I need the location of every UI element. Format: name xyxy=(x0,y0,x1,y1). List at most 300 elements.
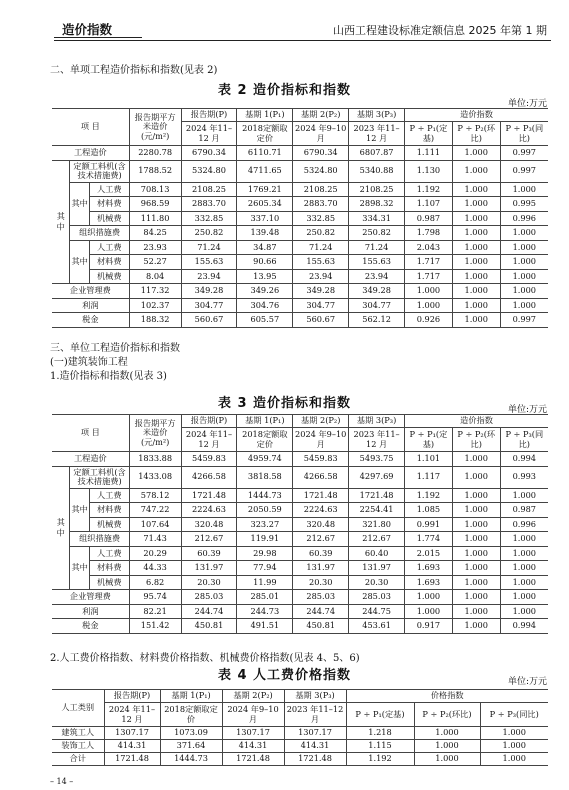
table-cell: 2108.25 xyxy=(293,182,349,197)
table-cell: 1.192 xyxy=(346,753,414,766)
table-cell: 0.987 xyxy=(500,503,548,518)
table-row xyxy=(52,590,548,605)
row-label: 机械费 xyxy=(89,269,129,284)
table-row xyxy=(52,503,548,518)
table4-header-index: 价格指数 xyxy=(346,690,548,703)
header-publication: 山西工程建设标准定额信息 2025 年第 1 期 xyxy=(333,24,547,37)
table-cell: 1.000 xyxy=(500,590,548,605)
table-cell: 2.043 xyxy=(405,240,453,255)
row-label: 工程造价 xyxy=(52,452,129,467)
table-cell: 1.000 xyxy=(452,226,500,241)
table-row xyxy=(52,561,548,576)
table-cell: 1.000 xyxy=(452,466,500,488)
table-cell: 60.40 xyxy=(349,546,405,561)
group-label-outer: 其中 xyxy=(52,160,70,284)
table-cell: 82.21 xyxy=(129,604,181,619)
table-cell: 244.74 xyxy=(293,604,349,619)
table-cell: 1.000 xyxy=(500,255,548,270)
row-label: 企业管理费 xyxy=(52,284,129,299)
table-row xyxy=(52,546,548,561)
table-cell: 605.57 xyxy=(237,313,293,328)
table-cell: 155.63 xyxy=(293,255,349,270)
table4-header-p2-sub: 2024 年9–10 月 xyxy=(222,703,284,727)
table2-header-area: 报告期平方米造价(元/m²) xyxy=(129,109,181,146)
table-cell: 1721.48 xyxy=(181,488,237,503)
table-cell: 491.51 xyxy=(237,619,293,634)
page-header xyxy=(0,0,569,44)
table-cell: 212.67 xyxy=(181,532,237,547)
group-label-inner: 其中 xyxy=(70,240,89,284)
table-cell: 5459.83 xyxy=(293,452,349,467)
table-row xyxy=(52,182,548,197)
table3-header-p2: 基期 2(P₂) xyxy=(293,415,349,428)
table2-header-i3: P ÷ P₃(同比) xyxy=(500,122,548,146)
row-label: 人工费 xyxy=(89,488,129,503)
row-label: 企业管理费 xyxy=(52,590,129,605)
table-cell: 320.48 xyxy=(181,517,237,532)
table-cell: 1.000 xyxy=(500,269,548,284)
table-cell: 0.991 xyxy=(405,517,453,532)
table-cell: 212.67 xyxy=(349,532,405,547)
table-cell: 968.59 xyxy=(129,197,181,212)
table-cell: 285.03 xyxy=(181,590,237,605)
row-label: 材料费 xyxy=(89,255,129,270)
table-cell: 0.994 xyxy=(500,619,548,634)
table-cell: 131.97 xyxy=(181,561,237,576)
table-row xyxy=(52,269,548,284)
table2-header-p: 报告期(P) xyxy=(181,109,237,122)
table-row xyxy=(52,488,548,503)
section-heading-3-1: (一)建筑装饰工程 xyxy=(50,357,128,368)
table-cell: 1.000 xyxy=(452,255,500,270)
table3-header-p1-sub: 2018定额取定价 xyxy=(237,428,293,452)
table-cell: 71.43 xyxy=(129,532,181,547)
table-cell: 1.000 xyxy=(500,226,548,241)
table-cell: 244.75 xyxy=(349,604,405,619)
table-cell: 1.000 xyxy=(405,284,453,299)
table2-header-p2: 基期 2(P₂) xyxy=(293,109,349,122)
table-cell: 2050.59 xyxy=(237,503,293,518)
table-cell: 117.32 xyxy=(129,284,181,299)
table-row xyxy=(52,160,548,182)
table-cell: 1.000 xyxy=(500,240,548,255)
table2-header-p3-sub: 2023 年11–12 月 xyxy=(349,122,405,146)
table-cell: 371.64 xyxy=(160,740,222,753)
table-cell: 155.63 xyxy=(349,255,405,270)
table2-header-index: 造价指数 xyxy=(405,109,548,122)
table-cell: 52.27 xyxy=(129,255,181,270)
table-cell: 285.01 xyxy=(237,590,293,605)
table-cell: 1.000 xyxy=(452,160,500,182)
table-cell: 5340.88 xyxy=(349,160,405,182)
table-cell: 1.000 xyxy=(405,590,453,605)
table-cell: 349.28 xyxy=(349,284,405,299)
table-cell: 23.94 xyxy=(181,269,237,284)
table-cell: 562.12 xyxy=(349,313,405,328)
table-cell: 90.66 xyxy=(237,255,293,270)
table-cell: 321.80 xyxy=(349,517,405,532)
table2-header-item: 项 目 xyxy=(52,109,129,146)
row-label: 利润 xyxy=(52,298,129,313)
table-cell: 4297.69 xyxy=(349,466,405,488)
table4-header-i3: P ÷ P₃(同比) xyxy=(480,703,548,727)
table-cell: 1.107 xyxy=(405,197,453,212)
table2-header-p1: 基期 1(P₁) xyxy=(237,109,293,122)
table-cell: 4266.58 xyxy=(293,466,349,488)
table4-header-p: 报告期(P) xyxy=(104,690,160,703)
group-label-inner: 其中 xyxy=(70,488,89,532)
table-row xyxy=(52,146,548,161)
table-row xyxy=(52,604,548,619)
table3-title: 表 3 造价指标和指数 xyxy=(217,396,352,411)
group-label-inner: 其中 xyxy=(70,182,89,226)
table-cell: 1.000 xyxy=(452,284,500,299)
table-cell: 453.61 xyxy=(349,619,405,634)
table-row xyxy=(52,727,548,740)
table-cell: 2.015 xyxy=(405,546,453,561)
table-cell: 332.85 xyxy=(181,211,237,226)
table3-header-p3: 基期 3(P₃) xyxy=(349,415,405,428)
table-cell: 2898.32 xyxy=(349,197,405,212)
table-cell: 102.37 xyxy=(129,298,181,313)
table-cell: 20.30 xyxy=(349,575,405,590)
table-4 xyxy=(52,689,548,766)
table-row xyxy=(52,466,548,488)
table-cell: 2883.70 xyxy=(293,197,349,212)
table-cell: 0.987 xyxy=(405,211,453,226)
table-cell: 1.085 xyxy=(405,503,453,518)
table-cell: 1.000 xyxy=(500,532,548,547)
table-cell: 2883.70 xyxy=(181,197,237,212)
table-cell: 1.000 xyxy=(500,182,548,197)
section-heading-3-1-2: 2.人工费价格指数、材料费价格指数、机械费价格指数(见表 4、5、6) xyxy=(50,653,360,664)
table-row xyxy=(52,517,548,532)
table-cell: 71.24 xyxy=(349,240,405,255)
table-cell: 334.31 xyxy=(349,211,405,226)
table-row xyxy=(52,197,548,212)
table-cell: 1.192 xyxy=(405,488,453,503)
table-cell: 119.91 xyxy=(237,532,293,547)
table-cell: 6.82 xyxy=(129,575,181,590)
table-cell: 0.997 xyxy=(500,313,548,328)
table-cell: 1721.48 xyxy=(349,488,405,503)
table-cell: 1.000 xyxy=(452,532,500,547)
table-cell: 560.67 xyxy=(181,313,237,328)
table-cell: 244.74 xyxy=(181,604,237,619)
table-cell: 131.97 xyxy=(293,561,349,576)
table-cell: 23.93 xyxy=(129,240,181,255)
table3-header-index: 造价指数 xyxy=(405,415,548,428)
table-cell: 1.218 xyxy=(346,727,414,740)
table-cell: 1.000 xyxy=(452,590,500,605)
table-cell: 285.03 xyxy=(293,590,349,605)
table-cell: 1307.17 xyxy=(104,727,160,740)
table-cell: 3818.58 xyxy=(237,466,293,488)
table-cell: 1433.08 xyxy=(129,466,181,488)
table-cell: 1.000 xyxy=(452,313,500,328)
table-cell: 1.000 xyxy=(500,488,548,503)
table-cell: 1.000 xyxy=(452,197,500,212)
table-cell: 1.000 xyxy=(452,575,500,590)
table-cell: 320.48 xyxy=(293,517,349,532)
section-heading-3-1-1: 1.造价指标和指数(见表 3) xyxy=(50,371,167,382)
table-cell: 4266.58 xyxy=(181,466,237,488)
row-label: 机械费 xyxy=(89,575,129,590)
table-cell: 1.115 xyxy=(346,740,414,753)
row-label: 材料费 xyxy=(89,503,129,518)
table-cell: 29.98 xyxy=(237,546,293,561)
table-cell: 304.77 xyxy=(293,298,349,313)
table-row xyxy=(52,753,548,766)
table-cell: 2224.63 xyxy=(181,503,237,518)
table-cell: 44.33 xyxy=(129,561,181,576)
table-cell: 1721.48 xyxy=(284,753,346,766)
table-cell: 1.000 xyxy=(452,240,500,255)
header-underline xyxy=(54,37,142,38)
group-label-inner: 其中 xyxy=(70,546,89,590)
table-cell: 337.10 xyxy=(237,211,293,226)
table-cell: 2224.63 xyxy=(293,503,349,518)
table-cell: 5459.83 xyxy=(181,452,237,467)
table-cell: 747.22 xyxy=(129,503,181,518)
table-cell: 1.000 xyxy=(480,753,548,766)
table3-header-p2-sub: 2024 年9–10 月 xyxy=(293,428,349,452)
section-heading-2: 二、单项工程造价指标和指数(见表 2) xyxy=(50,65,218,76)
table-cell: 1.101 xyxy=(405,452,453,467)
row-label: 材料费 xyxy=(89,197,129,212)
table-cell: 8.04 xyxy=(129,269,181,284)
table4-header-i2: P ÷ P₂(环比) xyxy=(414,703,480,727)
table4-header-p3: 基期 3(P₃) xyxy=(284,690,346,703)
table-cell: 1.000 xyxy=(500,604,548,619)
table-cell: 250.82 xyxy=(293,226,349,241)
table-cell: 349.26 xyxy=(237,284,293,299)
table-cell: 13.95 xyxy=(237,269,293,284)
row-label: 人工费 xyxy=(89,546,129,561)
row-label: 税金 xyxy=(52,313,129,328)
row-label: 组织措施费 xyxy=(70,226,129,241)
table-cell: 349.28 xyxy=(293,284,349,299)
row-label: 工程造价 xyxy=(52,146,129,161)
table-row xyxy=(52,575,548,590)
table4-header-p2: 基期 2(P₂) xyxy=(222,690,284,703)
table-cell: 332.85 xyxy=(293,211,349,226)
table-row xyxy=(52,226,548,241)
table4-header-i1: P ÷ P₁(定基) xyxy=(346,703,414,727)
table-cell: 1.000 xyxy=(500,284,548,299)
table2-unit: 单位:万元 xyxy=(507,99,547,109)
table-cell: 2605.34 xyxy=(237,197,293,212)
row-label: 组织措施费 xyxy=(70,532,129,547)
table-cell: 1769.21 xyxy=(237,182,293,197)
table-cell: 1.798 xyxy=(405,226,453,241)
table4-header-p1-sub: 2018定额取定价 xyxy=(160,703,222,727)
table3-header-p1: 基期 1(P₁) xyxy=(237,415,293,428)
table2-header-i1: P ÷ P₁(定基) xyxy=(405,122,453,146)
table-cell: 0.994 xyxy=(500,452,548,467)
table3-header-i1: P ÷ P₁(定基) xyxy=(405,428,453,452)
table2-header-p1-sub: 2018定额取定价 xyxy=(237,122,293,146)
row-label: 人工费 xyxy=(89,240,129,255)
table-cell: 20.30 xyxy=(181,575,237,590)
table-cell: 1.000 xyxy=(452,146,500,161)
table-cell: 131.97 xyxy=(349,561,405,576)
table-cell: 0.993 xyxy=(500,466,548,488)
table-row xyxy=(52,298,548,313)
table4-unit: 单位:万元 xyxy=(507,677,547,687)
table-cell: 450.81 xyxy=(293,619,349,634)
table-cell: 1.130 xyxy=(405,160,453,182)
table-cell: 77.94 xyxy=(237,561,293,576)
table-cell: 1.000 xyxy=(405,298,453,313)
table-cell: 1.000 xyxy=(452,619,500,634)
row-label: 合计 xyxy=(52,753,104,766)
table-cell: 155.63 xyxy=(181,255,237,270)
table-cell: 1.192 xyxy=(405,182,453,197)
table-cell: 1.693 xyxy=(405,561,453,576)
table-row xyxy=(52,284,548,299)
table2-header-i2: P ÷ P₂(环比) xyxy=(452,122,500,146)
table3-header-area: 报告期平方米造价(元/m²) xyxy=(129,415,181,452)
row-label: 机械费 xyxy=(89,517,129,532)
table-cell: 414.31 xyxy=(284,740,346,753)
table-3 xyxy=(52,414,548,634)
table-cell: 1.000 xyxy=(452,503,500,518)
table-row xyxy=(52,240,548,255)
table-cell: 1.717 xyxy=(405,255,453,270)
table-cell: 4711.65 xyxy=(237,160,293,182)
table3-header-item: 项 目 xyxy=(52,415,129,452)
table-cell: 304.77 xyxy=(181,298,237,313)
row-label: 定额工料机(含技术措施费) xyxy=(70,160,129,182)
table2-header-p2-sub: 2024 年9–10 月 xyxy=(293,122,349,146)
table3-header-p3-sub: 2023 年11–12 月 xyxy=(349,428,405,452)
group-label-outer: 其中 xyxy=(52,466,70,590)
table-cell: 1.000 xyxy=(452,298,500,313)
table-cell: 1788.52 xyxy=(129,160,181,182)
table-cell: 34.87 xyxy=(237,240,293,255)
table-cell: 1.000 xyxy=(452,182,500,197)
table-cell: 139.48 xyxy=(237,226,293,241)
table-cell: 414.31 xyxy=(222,740,284,753)
page-number: – 14 – xyxy=(50,777,74,786)
header-rule xyxy=(54,40,551,41)
table-cell: 2280.78 xyxy=(129,146,181,161)
table-cell: 560.67 xyxy=(293,313,349,328)
table3-header-i3: P ÷ P₃(同比) xyxy=(500,428,548,452)
row-label: 税金 xyxy=(52,619,129,634)
table-cell: 1.000 xyxy=(452,452,500,467)
table-row xyxy=(52,532,548,547)
table-cell: 285.03 xyxy=(349,590,405,605)
table4-header-p3-sub: 2023 年11–12 月 xyxy=(284,703,346,727)
table-cell: 1721.48 xyxy=(222,753,284,766)
table-cell: 71.24 xyxy=(181,240,237,255)
table-cell: 1.000 xyxy=(452,211,500,226)
table-row xyxy=(52,452,548,467)
table4-header-p-sub: 2024 年11–12 月 xyxy=(104,703,160,727)
table-cell: 6807.87 xyxy=(349,146,405,161)
table-cell: 1.693 xyxy=(405,575,453,590)
table-cell: 1.000 xyxy=(500,298,548,313)
table3-unit: 单位:万元 xyxy=(507,405,547,415)
table-cell: 1444.73 xyxy=(160,753,222,766)
table4-title: 表 4 人工费价格指数 xyxy=(217,668,352,683)
header-section-title: 造价指数 xyxy=(62,22,113,37)
table-row xyxy=(52,313,548,328)
table-cell: 84.25 xyxy=(129,226,181,241)
table-cell: 244.73 xyxy=(237,604,293,619)
table3-header-i2: P ÷ P₂(环比) xyxy=(452,428,500,452)
table-cell: 450.81 xyxy=(181,619,237,634)
table-cell: 1833.88 xyxy=(129,452,181,467)
table-cell: 250.82 xyxy=(349,226,405,241)
table-cell: 1.000 xyxy=(480,727,548,740)
row-label: 装饰工人 xyxy=(52,740,104,753)
table3-header-p-sub: 2024 年11–12 月 xyxy=(181,428,237,452)
table-cell: 6790.34 xyxy=(181,146,237,161)
row-label: 材料费 xyxy=(89,561,129,576)
table-cell: 323.27 xyxy=(237,517,293,532)
section-heading-3: 三、单位工程造价指标和指数 xyxy=(50,343,180,354)
table-cell: 1721.48 xyxy=(104,753,160,766)
table-cell: 6790.34 xyxy=(293,146,349,161)
table-cell: 1.774 xyxy=(405,532,453,547)
table-cell: 20.30 xyxy=(293,575,349,590)
table-cell: 1.717 xyxy=(405,269,453,284)
table-cell: 1721.48 xyxy=(293,488,349,503)
table-cell: 250.82 xyxy=(181,226,237,241)
table-cell: 349.28 xyxy=(181,284,237,299)
table2-title: 表 2 造价指标和指数 xyxy=(217,83,352,98)
table-cell: 5324.80 xyxy=(181,160,237,182)
table-cell: 0.997 xyxy=(500,160,548,182)
table-cell: 0.917 xyxy=(405,619,453,634)
table-cell: 1.000 xyxy=(452,604,500,619)
table-row xyxy=(52,740,548,753)
table4-header-category: 人工类别 xyxy=(52,690,104,727)
table-cell: 1.000 xyxy=(500,575,548,590)
row-label: 定额工料机(含技术措施费) xyxy=(70,466,129,488)
table-cell: 1.000 xyxy=(452,269,500,284)
table-cell: 1307.17 xyxy=(222,727,284,740)
table-cell: 107.64 xyxy=(129,517,181,532)
table-cell: 1.000 xyxy=(414,727,480,740)
table-cell: 1.000 xyxy=(414,753,480,766)
table-cell: 304.76 xyxy=(237,298,293,313)
table-cell: 1307.17 xyxy=(284,727,346,740)
table-cell: 0.996 xyxy=(500,517,548,532)
table-cell: 0.926 xyxy=(405,313,453,328)
table-cell: 2108.25 xyxy=(181,182,237,197)
table-cell: 5324.80 xyxy=(293,160,349,182)
table-cell: 304.77 xyxy=(349,298,405,313)
table-cell: 71.24 xyxy=(293,240,349,255)
table-cell: 1.000 xyxy=(452,546,500,561)
table3-header-p: 报告期(P) xyxy=(181,415,237,428)
table-row xyxy=(52,619,548,634)
table-cell: 1.117 xyxy=(405,466,453,488)
table-cell: 0.997 xyxy=(500,146,548,161)
table-cell: 5493.75 xyxy=(349,452,405,467)
table-cell: 2108.25 xyxy=(349,182,405,197)
table2-header-p3: 基期 3(P₃) xyxy=(349,109,405,122)
table-cell: 4959.74 xyxy=(237,452,293,467)
table-cell: 708.13 xyxy=(129,182,181,197)
row-label: 利润 xyxy=(52,604,129,619)
table-cell: 1.000 xyxy=(452,561,500,576)
table2-header-p-sub: 2024 年11–12 月 xyxy=(181,122,237,146)
